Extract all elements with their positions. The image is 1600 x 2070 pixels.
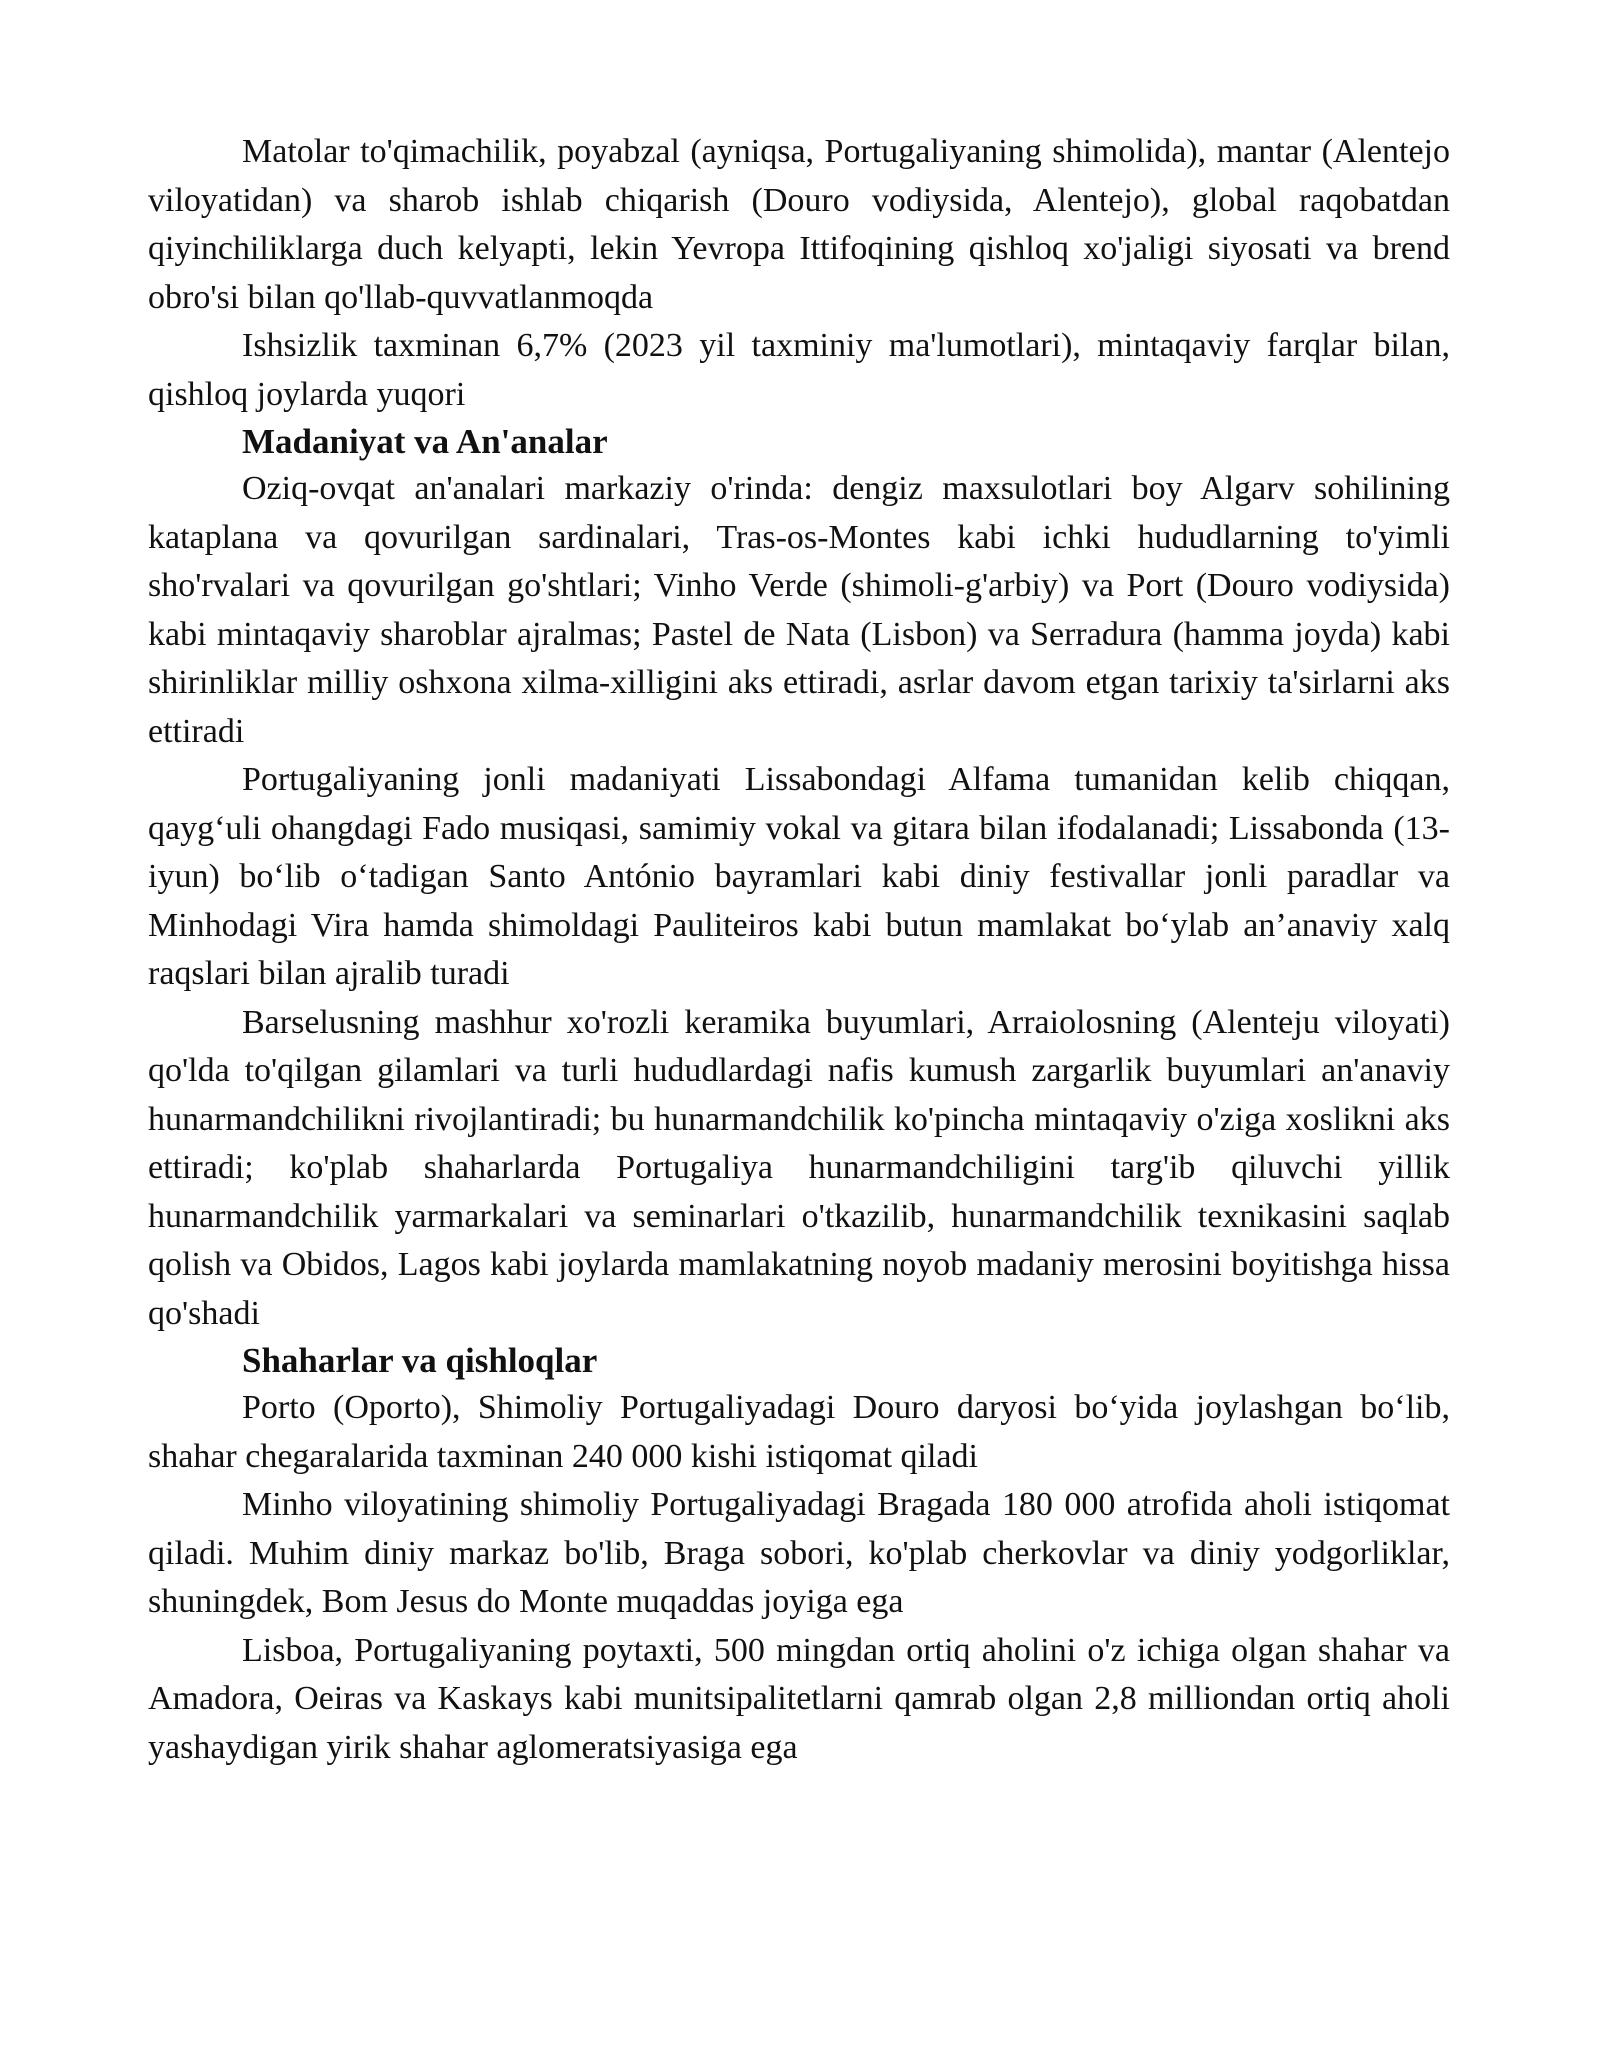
paragraph-food-traditions: Oziq-ovqat an'analari markaziy o'rinda: dengiz maxsulotlari boy Algarv sohilining kataplana va qovurilgan sardinalari, Tras-os-Montes kabi ichki hududlarning to'yimli sho'rvalari va qovurilgan go'shtlari; Vinho Verde (shimoli-g'arbiy) va Port (Douro vodiysida) kabi mintaqaviy sharoblar ajralmas; Pastel de Nata (Lisbon) va Serradura (hamma joyda) kabi shirinliklar milliy oshxona xilma-xilligini aks ettiradi, asrlar davom etgan tarixiy ta'sirlarni aks ettiradi <box>148 470 1450 750</box>
section-heading-culture: Madaniyat va An'analar <box>242 422 608 461</box>
paragraph-living-culture: Portugaliyaning jonli madaniyati Lissabondagi Alfama tumanidan kelib chiqqan, qayg‘uli ohangdagi Fado musiqasi, samimiy vokal va gitara bilan ifodalanadi; Lissabonda (13-iyun) bo‘lib o‘tadigan Santo António bayramlari kabi diniy festivallar jonli paradlar va Minhodagi Vira hamda shimoldagi Pauliteiros kabi butun mamlakat bo‘ylab an’anaviy xalq raqslari bilan ajralib turadi <box>148 761 1450 992</box>
paragraph-textiles-industry: Matolar to'qimachilik, poyabzal (ayniqsa, Portugaliyaning shimolida), mantar (Alentejo viloyatidan) va sharob ishlab chiqarish (Douro vodiysida, Alentejo), global raqobatdan qiyinchiliklarga duch kelyapti, lekin Yevropa Ittifoqining qishloq xo'jaligi siyosati va brend obro'si bilan qo'llab-quvvatlanmoqda <box>148 133 1450 316</box>
paragraph-crafts: Barselusning mashhur xo'rozli keramika buyumlari, Arraiolosning (Alenteju viloyati) qo'lda to'qilgan gilamlari va turli hududlardagi nafis kumush zargarlik buyumlari an'anaviy hunarmandchilikni rivojlantiradi; bu hunarmandchilik ko'pincha mintaqaviy o'ziga xoslikni aks ettiradi; ko'plab shaharlarda Portugaliya hunarmandchiligini targ'ib qiluvchi yillik hunarmandchilik yarmarkalari va seminarlari o'tkazilib, hunarmandchilik texnikasini saqlab qolish va Obidos, Lagos kabi joylarda mamlakatning noyob madaniy merosini boyitishga hissa qo'shadi <box>148 1003 1450 1332</box>
section-heading-cities: Shaharlar va qishloqlar <box>242 1341 598 1380</box>
document-page <box>148 128 1450 1772</box>
paragraph-porto: Porto (Oporto), Shimoliy Portugaliyadagi Douro daryosi bo‘yida joylashgan bo‘lib, shahar chegaralarida taxminan 240 000 kishi istiqomat qiladi <box>148 1389 1450 1475</box>
paragraph-braga: Minho viloyatining shimoliy Portugaliyadagi Bragada 180 000 atrofida aholi istiqomat qiladi. Muhim diniy markaz bo'lib, Braga sobori, ko'plab cherkovlar va diniy yodgorliklar, shuningdek, Bom Jesus do Monte muqaddas joyiga ega <box>148 1486 1450 1620</box>
paragraph-unemployment: Ishsizlik taxminan 6,7% (2023 yil taxminiy ma'lumotlari), mintaqaviy farqlar bilan, qishloq joylarda yuqori <box>148 327 1450 413</box>
paragraph-lisboa: Lisboa, Portugaliyaning poytaxti, 500 mingdan ortiq aholini o'z ichiga olgan shahar va Amadora, Oeiras va Kaskays kabi munitsipalitetlarni qamrab olgan 2,8 milliondan ortiq aholi yashaydigan yirik shahar aglomeratsiyasiga ega <box>148 1631 1450 1766</box>
